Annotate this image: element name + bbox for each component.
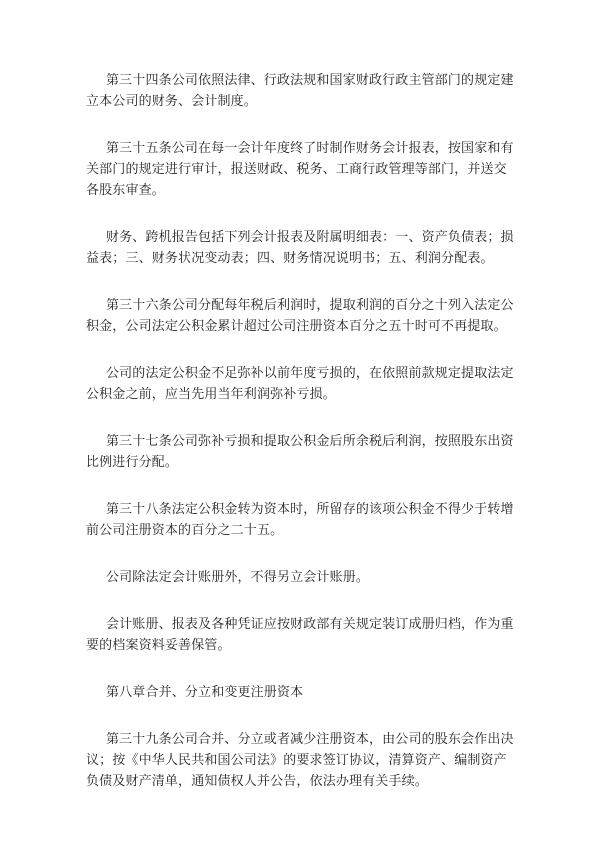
accounting-books-paragraph: 公司除法定会计账册外，不得另立会计账册。 (106, 570, 370, 585)
statutory-reserve-deficit-paragraph: 公司的法定公积金不足弥补以前年度亏损的，在依照前款规定提取法定公积金之前，应当先用当年利润弥补亏损。 (86, 366, 514, 402)
article-34-paragraph: 第三十四条公司依照法律、行政法规和国家财政行政主管部门的规定建立本公司的财务、会计制度。 (86, 73, 514, 109)
article-37-paragraph: 第三十七条公司弥补亏损和提取公积金后所余税后利润，按照股东出资比例进行分配。 (86, 434, 514, 470)
document-body (86, 70, 518, 792)
archiving-paragraph: 会计账册、报表及各种凭证应按财政部有关规定装订成册归档，作为重要的档案资料妥善保管。 (86, 617, 514, 653)
financial-report-contents-paragraph: 财务、跨机报告包括下列会计报表及附属明细表：一、资产负债表；损益表；三、财务状况变动表；四、财务情况说明书；五、利润分配表。 (86, 230, 514, 266)
chapter-8-heading: 第八章合并、分立和变更注册资本 (106, 685, 304, 700)
article-38-paragraph: 第三十八条法定公积金转为资本时，所留存的该项公积金不得少于转增前公司注册资本的百分之二十五。 (86, 502, 514, 538)
article-39-paragraph: 第三十九条公司合并、分立或者减少注册资本，由公司的股东会作出决议；按《中华人民共和国公司法》的要求签订协议，清算资产、编制资产负债及财产清单，通知债权人并公告，依法办理有关手续。 (86, 732, 514, 789)
article-36-paragraph: 第三十六条公司分配每年税后利润时，提取利润的百分之十列入法定公积金，公司法定公积金累计超过公司注册资本百分之五十时可不再提取。 (86, 298, 514, 334)
article-35-paragraph: 第三十五条公司在每一会计年度终了时制作财务会计报表，按国家和有关部门的规定进行审计，报送财政、税务、工商行政管理等部门，并送交各股东审查。 (86, 141, 514, 198)
